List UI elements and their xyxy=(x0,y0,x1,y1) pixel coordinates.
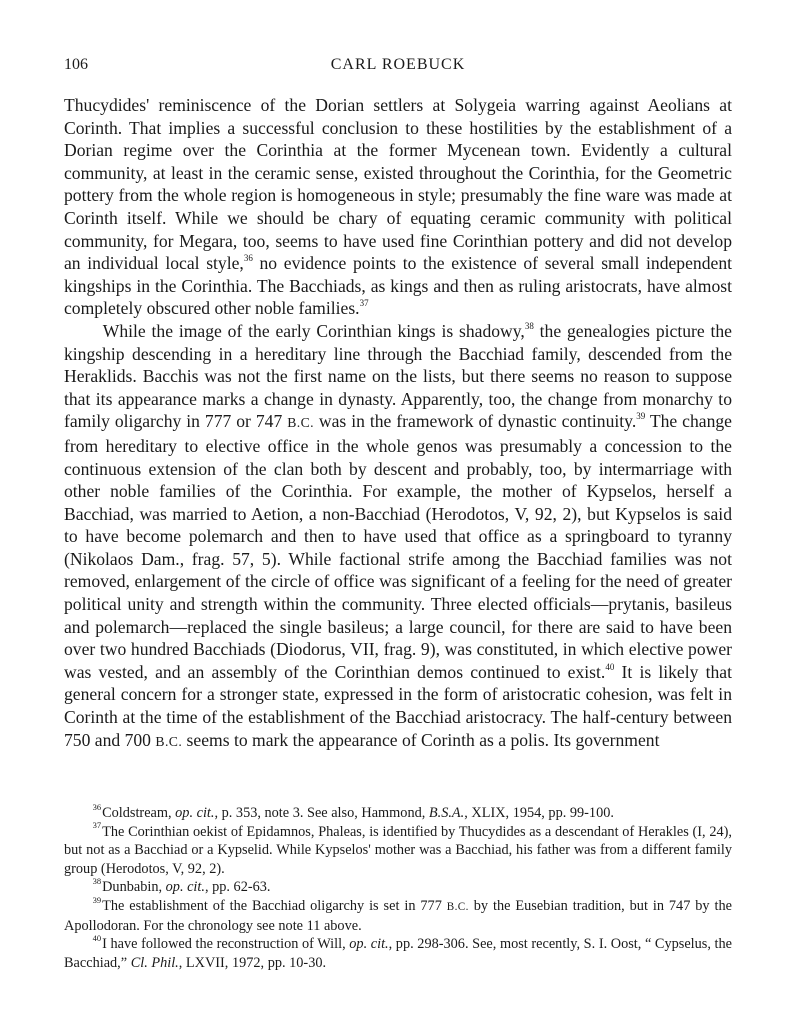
text-run: It is likely that general concern for a stronger state, expressed in the form of aristocratic cohesion, was felt in Corinth at the time of the establishment of the Bacchiad aristocracy. The half-century between 750 and 700 xyxy=(64,661,732,750)
footnote-ref-38[interactable]: 38 xyxy=(524,320,534,331)
text-run: no evidence points to the existence of several small independent kingships in the Corinthia. The Bacchiads, as kings and then as ruling aristocrats, have almost completely obscured other noble families. xyxy=(64,253,733,319)
text-run: While the image of the early Corinthian kings is shadowy, xyxy=(102,320,525,341)
footnote-ref-40[interactable]: 40 xyxy=(605,661,615,672)
text-run: , pp. 62-63. xyxy=(204,879,271,896)
italic-run: Cl. Phil. xyxy=(130,954,179,971)
paragraph-2 xyxy=(64,320,732,753)
footnote-ref-39[interactable]: 39 xyxy=(636,411,646,422)
footnotes xyxy=(64,801,733,972)
text-run: I have followed the reconstruction of Will, xyxy=(102,936,350,953)
text-run: Thucydides' reminiscence of the Dorian settlers at Solygeia warring against Aeolians at Corinth. That implies a successful conclusion to these hostilities by the establishment of a Dorian regime over the Corinthia at the former Mycenean town. Evidently a cultural community, at least in the ceramic sense, existed throughout the Corinthia, for the Geometric pottery from the whole region is homogeneous in style; presumably the fine ware was made at Corinth itself. While we should be chary of equating ceramic community with political community, for Megara, too, seems to have used fine Corinthian pottery and did not develop an individual local style, xyxy=(64,95,732,274)
text-run: The Corinthian oekist of Epidamnos, Phaleas, is identified by Thucydides as a descendant of Herakles (I, 24), but not as a Bacchiad or a Kypselid. While Kypselos' mother was a Bacchiad, his father was from a different family group (Herodotos, V, 92, 2). xyxy=(64,823,732,877)
text-run: The change from hereditary to elective office in the whole genos was presumably a concession to the continuous extension of the clan both by descent and probably, too, by intermarriage with other noble families of the Corinthia. For example, the mother of Kypselos, herself a Bacchiad, was married to Aetion, a non-Bacchiad (Herodotos, V, 92, 2), but Kypselos is said to have become polemarch and then to have used that office as a springboard to tyranny (Nikolaos Dam., frag. 57, 5). While factional strife among the Bacchiad families was not removed, enlargement of the circle of office was significant of a feeling for the need of greater political unity and strength within the community. Three elected officials—prytanis, basileus and polemarch—replaced the single basileus; a large council, for there are said to have been over two hundred Bacchiads (Diodorus, VII, frag. 9), was constituted, in which elective power was vested, and an assembly of the Corinthian demos continued to exist. xyxy=(64,411,732,682)
footnote-37 xyxy=(64,820,732,879)
text-run: Coldstream, xyxy=(102,805,176,821)
text-run: the genealogies picture the kingship descending in a hereditary line through the Bacchiad family, descended from the Heraklids. Bacchis was not the first name on the lists, but there seems no reason to suppose that its appearance marks a change in dynasty. Apparently, too, the change from monarchy to family oligarchy in 777 or 747 xyxy=(64,320,732,432)
text-run: , LXVII, 1972, pp. 10-30. xyxy=(178,954,327,971)
main-text xyxy=(64,94,732,753)
footnote-39 xyxy=(64,894,732,935)
era-abbrev: B.C. xyxy=(287,415,314,431)
text-run: , XLIX, 1954, pp. 99-100. xyxy=(464,805,614,821)
footnote-38 xyxy=(64,878,732,897)
italic-run: op. cit. xyxy=(175,805,215,821)
text-run: The establishment of the Bacchiad oligarchy is set in 777 xyxy=(102,897,447,914)
text-run: , p. 353, note 3. See also, Hammond, xyxy=(214,805,429,821)
era-abbrev: B.C. xyxy=(155,733,183,749)
text-run: was in the framework of dynastic continuity. xyxy=(313,411,637,432)
italic-run: op. cit. xyxy=(165,879,205,896)
paragraph-1 xyxy=(64,94,732,320)
italic-run: B.S.A. xyxy=(428,805,465,821)
text-run: by the Eusebian tradition, but in 747 by the Apollodoran. For the chronology see note 11 above. xyxy=(64,897,732,934)
text-run: seems to mark the appearance of Corinth as a polis. Its government xyxy=(182,729,660,750)
footnote-number: 38 xyxy=(92,876,102,887)
page xyxy=(64,56,733,971)
footnote-40 xyxy=(64,932,733,972)
page-header xyxy=(64,56,732,80)
footnote-number: 36 xyxy=(92,801,102,812)
era-abbrev: B.C. xyxy=(446,900,469,913)
footnote-number: 37 xyxy=(92,820,102,831)
text-run: , pp. 298-306. See, most recently, S. I. Oost, “ Cypselus, the Bacchiad,” xyxy=(64,936,733,971)
footnote-number: 40 xyxy=(92,932,102,943)
footnote-ref-37[interactable]: 37 xyxy=(359,298,369,309)
page-number: 106 xyxy=(64,56,88,73)
text-run: Dunbabin, xyxy=(102,879,166,896)
footnote-number: 39 xyxy=(92,894,102,905)
footnote-36 xyxy=(64,801,732,823)
footnote-ref-36[interactable]: 36 xyxy=(243,253,253,264)
running-head: CARL ROEBUCK xyxy=(330,56,466,73)
italic-run: op. cit. xyxy=(349,936,389,953)
